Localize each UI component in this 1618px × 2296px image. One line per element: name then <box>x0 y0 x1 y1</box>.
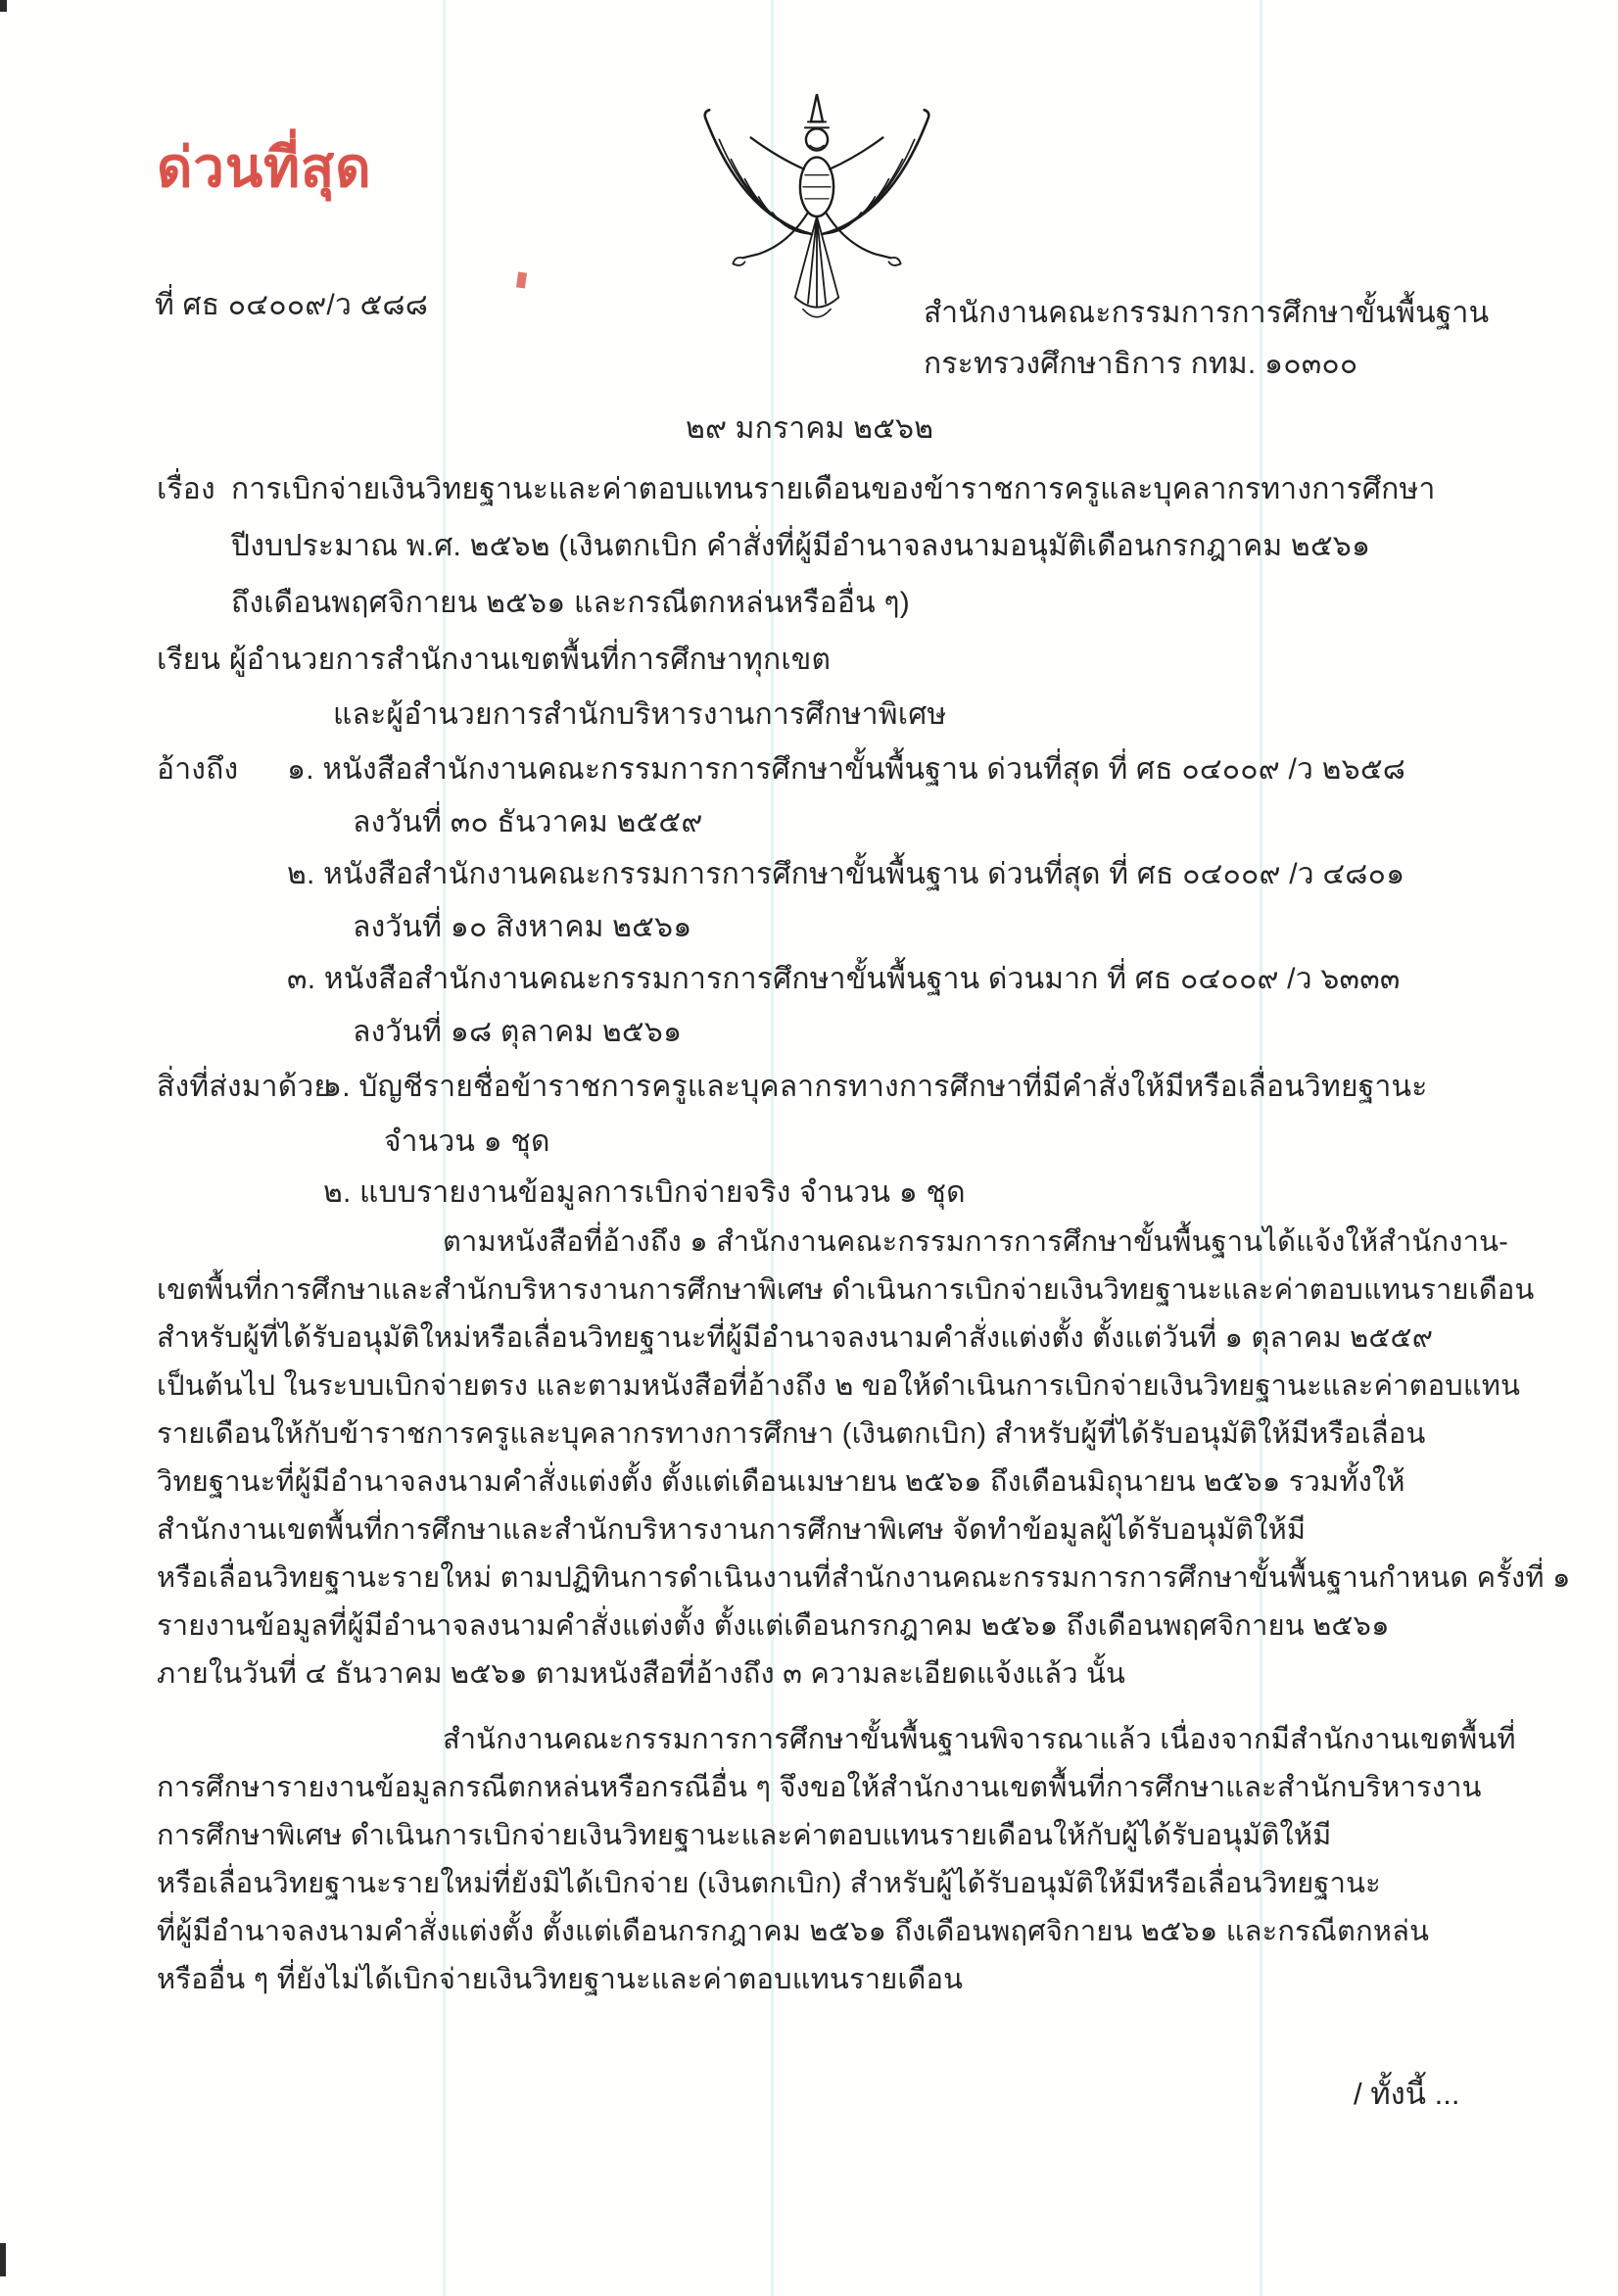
reference-date-line: ลงวันที่ ๑๐ สิงหาคม ๒๕๖๑ <box>353 911 692 943</box>
urgency-stamp: ด่วนที่สุด <box>157 136 372 198</box>
scan-edge-artifact <box>0 2243 6 2276</box>
body-paragraph-line: หรือเลื่อนวิทยฐานะรายใหม่ ตามปฏิทินการดำเนินงานที่สำนักงานคณะกรรมการการศึกษาขั้นพื้นฐานกำหนด ครั้งที่ ๑ <box>157 1562 1571 1594</box>
subject-line: ปีงบประมาณ พ.ศ. ๒๕๖๒ (เงินตกเบิก คำสั่งที่ผู้มีอำนาจลงนามอนุมัติเดือนกรกฎาคม ๒๕๖๑ <box>231 530 1371 562</box>
body-paragraph-line: ที่ผู้มีอำนาจลงนามคำสั่งแต่งตั้ง ตั้งแต่เดือนกรกฎาคม ๒๕๖๑ ถึงเดือนพฤศจิกายน ๒๕๖๑ และกรณีตกหล่น <box>157 1916 1430 1947</box>
continuation-mark: / ทั้งนี้ ... <box>1354 2077 1460 2111</box>
body-paragraph-line: ภายในวันที่ ๔ ธันวาคม ๒๕๖๑ ตามหนังสือที่อ้างถึง ๓ ความละเอียดแจ้งแล้ว นั้น <box>157 1658 1126 1690</box>
body-paragraph-line: การศึกษารายงานข้อมูลกรณีตกหล่นหรือกรณีอื่น ๆ จึงขอให้สำนักงานเขตพื้นที่การศึกษาและสำนักบริหารงาน <box>157 1772 1482 1803</box>
garuda-emblem-icon <box>674 88 960 345</box>
body-paragraph-line: สำนักงานเขตพื้นที่การศึกษาและสำนักบริหารงานการศึกษาพิเศษ จัดทำข้อมูลผู้ได้รับอนุมัติให้มี <box>157 1514 1307 1546</box>
body-paragraph-line: การศึกษาพิเศษ ดำเนินการเบิกจ่ายเงินวิทยฐานะและค่าตอบแทนรายเดือนให้กับผู้ได้รับอนุมัติให้มี <box>157 1820 1332 1851</box>
org-name-line: สำนักงานคณะกรรมการการศึกษาขั้นพื้นฐาน <box>924 297 1490 329</box>
body-paragraph-line: รายงานข้อมูลที่ผู้มีอำนาจลงนามคำสั่งแต่งตั้ง ตั้งแต่เดือนกรกฎาคม ๒๕๖๑ ถึงเดือนพฤศจิกายน ๒๕๖๑ <box>157 1610 1390 1642</box>
body-paragraph-line: เขตพื้นที่การศึกษาและสำนักบริหารงานการศึกษาพิเศษ ดำเนินการเบิกจ่ายเงินวิทยฐานะและค่าตอบแทนรายเดือน <box>157 1274 1535 1306</box>
to-label: เรียน <box>157 644 221 676</box>
body-paragraph-line: สำหรับผู้ที่ได้รับอนุมัติใหม่หรือเลื่อนวิทยฐานะที่ผู้มีอำนาจลงนามคำสั่งแต่งตั้ง ตั้งแต่วันที่ ๑ ตุลาคม ๒๕๕๙ <box>157 1322 1434 1354</box>
enclosure-line: ๒. แบบรายงานข้อมูลการเบิกจ่ายจริง จำนวน ๑ ชุด <box>323 1176 966 1209</box>
scan-edge-artifact <box>0 0 7 12</box>
subject-line: การเบิกจ่ายเงินวิทยฐานะและค่าตอบแทนรายเดือนของข้าราชการครูและบุคลากรทางการศึกษา <box>231 473 1436 505</box>
body-paragraph-line: เป็นต้นไป ในระบบเบิกจ่ายตรง และตามหนังสือที่อ้างถึง ๒ ขอให้ดำเนินการเบิกจ่ายเงินวิทยฐานะและค่าตอบแทน <box>157 1370 1521 1402</box>
subject-line: ถึงเดือนพฤศจิกายน ๒๕๖๑ และกรณีตกหล่นหรืออื่น ๆ) <box>231 587 910 619</box>
body-paragraph-line: สำนักงานคณะกรรมการการศึกษาขั้นพื้นฐานพิจารณาแล้ว เนื่องจากมีสำนักงานเขตพื้นที่ <box>443 1724 1516 1755</box>
body-paragraph-line: หรือเลื่อนวิทยฐานะรายใหม่ที่ยังมิได้เบิกจ่าย (เงินตกเบิก) สำหรับผู้ได้รับอนุมัติให้มีหรือเลื่อนวิทยฐานะ <box>157 1868 1381 1899</box>
reference-item-line: ๑. หนังสือสำนักงานคณะกรรมการการศึกษาขั้นพื้นฐาน ด่วนที่สุด ที่ ศธ ๐๔๐๐๙ /ว ๒๖๕๘ <box>287 753 1406 786</box>
to-line: ผู้อำนวยการสำนักงานเขตพื้นที่การศึกษาทุกเขต <box>229 644 832 676</box>
body-paragraph-line: หรืออื่น ๆ ที่ยังไม่ได้เบิกจ่ายเงินวิทยฐานะและค่าตอบแทนรายเดือน <box>157 1964 964 1995</box>
enclosure-line: จำนวน ๑ ชุด <box>384 1125 550 1158</box>
stamp-ink-artifact <box>516 271 527 288</box>
document-date: ๒๙ มกราคม ๒๕๖๒ <box>686 412 934 445</box>
body-paragraph-line: วิทยฐานะที่ผู้มีอำนาจลงนามคำสั่งแต่งตั้ง ตั้งแต่เดือนเมษายน ๒๕๖๑ ถึงเดือนมิถุนายน ๒๕๖๑ รวมทั้งให้ <box>157 1466 1405 1498</box>
enclosure-line: ๑. บัญชีรายชื่อข้าราชการครูและบุคลากรทางการศึกษาที่มีคำสั่งให้มีหรือเลื่อนวิทยฐานะ <box>323 1071 1428 1103</box>
document-ref-number: ที่ ศธ ๐๔๐๐๙/ว ๕๘๘ <box>155 289 429 321</box>
body-paragraph-line: ตามหนังสือที่อ้างถึง ๑ สำนักงานคณะกรรมการการศึกษาขั้นพื้นฐานได้แจ้งให้สำนักงาน- <box>443 1226 1508 1258</box>
enclosures-label: สิ่งที่ส่งมาด้วย <box>157 1071 332 1103</box>
subject-label: เรื่อง <box>157 473 215 505</box>
reference-date-line: ลงวันที่ ๓๐ ธันวาคม ๒๕๕๙ <box>353 806 703 838</box>
org-address-line: กระทรวงศึกษาธิการ กทม. ๑๐๓๐๐ <box>924 348 1358 380</box>
reference-item-line: ๓. หนังสือสำนักงานคณะกรรมการการศึกษาขั้นพื้นฐาน ด่วนมาก ที่ ศธ ๐๔๐๐๙ /ว ๖๓๓๓ <box>287 963 1401 995</box>
references-label: อ้างถึง <box>157 753 239 786</box>
body-paragraph-line: รายเดือนให้กับข้าราชการครูและบุคลากรทางการศึกษา (เงินตกเบิก) สำหรับผู้ที่ได้รับอนุมัติให้มีหรือเลื่อน <box>157 1418 1426 1450</box>
to-line: และผู้อำนวยการสำนักบริหารงานการศึกษาพิเศษ <box>333 698 947 731</box>
reference-date-line: ลงวันที่ ๑๘ ตุลาคม ๒๕๖๑ <box>353 1016 683 1048</box>
reference-item-line: ๒. หนังสือสำนักงานคณะกรรมการการศึกษาขั้นพื้นฐาน ด่วนที่สุด ที่ ศธ ๐๔๐๐๙ /ว ๔๘๐๑ <box>287 858 1405 890</box>
